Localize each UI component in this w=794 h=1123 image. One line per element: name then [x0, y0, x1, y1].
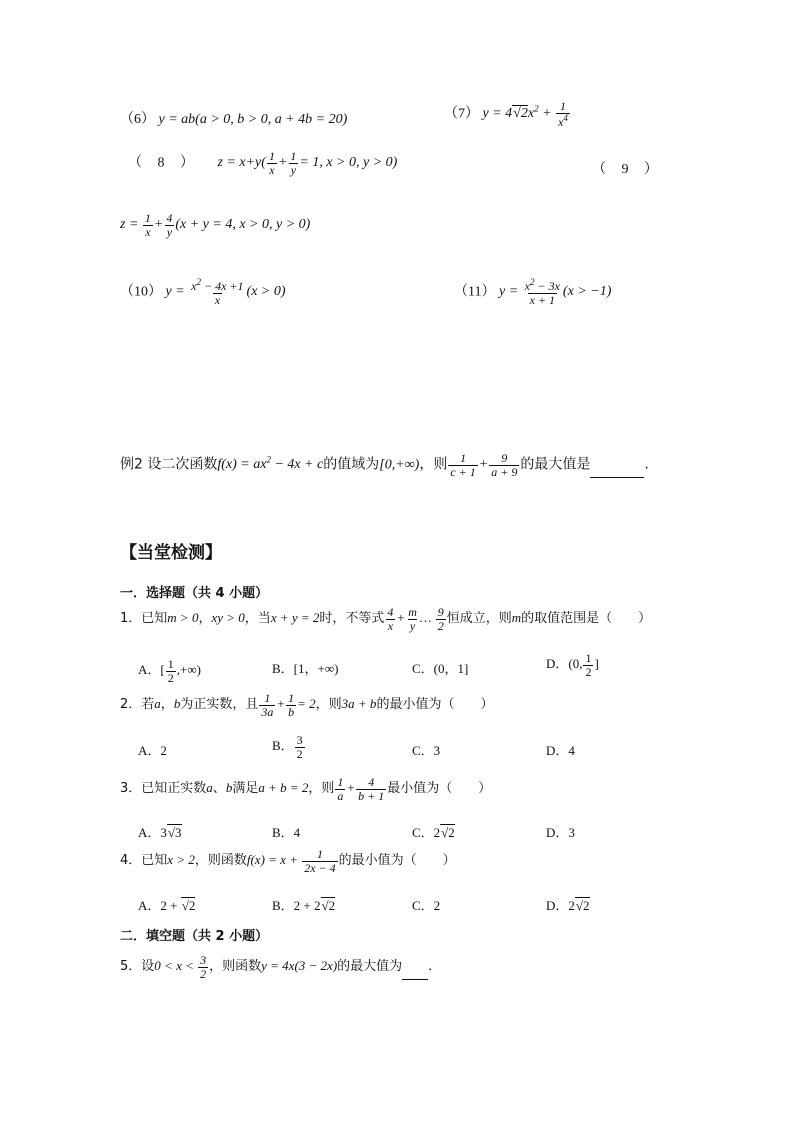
item-6: [120, 108, 347, 128]
q1-text: 的取值范围是（ ）: [521, 611, 652, 627]
q3-option-a[interactable]: A．3√3: [138, 825, 182, 840]
item-10-label: （10）: [120, 284, 162, 300]
q1-option-d[interactable]: D．(0, $\frac{1}{2}$ ]: [546, 651, 599, 679]
q4-option-b[interactable]: B．2 + 2√2: [272, 898, 336, 913]
answer-blank: [590, 477, 644, 478]
question-number: 3．: [120, 781, 142, 797]
q5-text: ．: [428, 959, 442, 975]
item-8: [128, 150, 397, 176]
q2-text: 为正实数，且: [180, 697, 259, 713]
question-4: 4．已知x > 2，则函数f(x) = x + $\frac{1}{2x - 4}$ 的最小值为（ ）: [120, 847, 456, 875]
example-2-label: 例2: [120, 456, 143, 473]
q1-option-b[interactable]: B．[1，+∞): [272, 661, 339, 676]
q3-option-b[interactable]: B．4: [272, 825, 301, 840]
q3-text: 、: [212, 781, 226, 797]
option-label: A．: [138, 898, 161, 913]
option-label: A．: [138, 662, 161, 678]
option-label: B．: [272, 898, 294, 913]
option-label: C．: [412, 825, 434, 840]
item-11: [454, 278, 611, 306]
item-10: [120, 278, 286, 306]
q4-option-a[interactable]: A．2 + √2: [138, 898, 196, 913]
item-10-formula: y = $\frac{x^2 - 4x +1}{x}$ (x > 0): [165, 277, 286, 307]
item-9-label: （ 9 ）: [592, 162, 664, 177]
q1-text: 时，不等式: [319, 611, 385, 627]
item-6-formula: y = ab(a > 0, b > 0, a + 4b = 20): [158, 112, 348, 127]
q5-text: 设: [141, 959, 155, 975]
question-number: 4．: [120, 853, 142, 869]
item-7-label: （7）: [444, 106, 479, 122]
q4-option-c[interactable]: C．2: [412, 898, 441, 913]
q2-text: ，则: [315, 697, 342, 713]
question-number: 1．: [120, 611, 142, 627]
option-label: D．: [546, 656, 569, 672]
q2-option-d[interactable]: D．4: [546, 743, 575, 758]
part-1-title: 一．选择题（共 4 小题）: [120, 586, 269, 601]
example-2-text: 设二次函数: [147, 456, 218, 473]
part-2-title: 二．填空题（共 2 小题）: [120, 929, 269, 944]
question-number: 5．: [120, 959, 142, 975]
option-label: D．: [546, 898, 569, 913]
q2-option-b[interactable]: B． $\frac{3}{2}$: [272, 733, 303, 761]
item-11-label: （11）: [454, 284, 496, 300]
item-7: [444, 100, 571, 128]
q3-text: 满足: [232, 781, 259, 797]
answer-blank[interactable]: [402, 979, 428, 980]
item-9-formula: z = $\frac{1}{x}$ + $\frac{4}{y}$ (x + y = 4, x > 0, y > 0): [120, 211, 311, 239]
example-2-text: 的值域为: [323, 456, 380, 473]
q1-text: ，当: [244, 611, 271, 627]
q1-option-a[interactable]: A．[ $\frac{1}{2}$ ,+∞): [138, 657, 201, 685]
q2-text: ，: [160, 697, 174, 713]
q4-text: 已知: [141, 853, 168, 869]
q2-text: 若: [141, 697, 155, 713]
section-title: 【当堂检测】: [120, 543, 222, 563]
q1-option-c[interactable]: C．(0，1]: [412, 661, 469, 676]
example-2-text: 的最大值是: [520, 456, 591, 473]
q3-option-d[interactable]: D．3: [546, 825, 575, 840]
q2-option-a[interactable]: A．2: [138, 743, 167, 758]
q5-text: 的最大值为: [337, 959, 403, 975]
question-3: 3．已知正实数a、b满足a + b = 2，则 $\frac{1}{a}$ + $\frac{4}{b + 1}$ 最小值为（ ）: [120, 775, 492, 803]
q3-text: 已知正实数: [141, 781, 207, 797]
question-1: 1．已知m > 0，xy > 0，当x + y = 2时，不等式 $\frac{4}{x}$ + $\frac{m}{y}$ … $\frac{9}{2}$ 恒成立，则m的取值范围是（ ）: [120, 605, 652, 633]
question-2: 2．若a，b为正实数，且 $\frac{1}{3a}$ + $\frac{1}{b}$ = 2，则3a + b的最小值为（ ）: [120, 691, 494, 719]
question-number: 2．: [120, 697, 142, 713]
q2-text: 的最小值为（ ）: [376, 697, 494, 713]
q3-text: 最小值为（ ）: [387, 781, 492, 797]
q1-text: ，: [198, 611, 212, 627]
item-7-formula: $y = 4√2x^2$ + $\frac{1}{x^4}$: [482, 99, 568, 129]
question-5: 5．设0 < x < $\frac{3}{2}$ ，则函数y = 4x(3 − 2x)的最大值为 ．: [120, 953, 442, 981]
example-2: 例2 设二次函数$f(x) = ax^2 - 4x + c$的值域为[0,+∞)，则 $\frac{1}{c + 1}$ + $\frac{9}{a + 9}$ 的最大值是 .: [120, 451, 649, 479]
option-label: A．: [138, 825, 161, 840]
item-11-formula: y = $\frac{x^2 - 3x}{x + 1}$ (x > −1): [498, 277, 612, 307]
q1-text: 已知: [141, 611, 168, 627]
q3-option-c[interactable]: C．2√2: [412, 825, 455, 840]
example-2-text: ，则: [419, 456, 448, 473]
item-8-formula: z = x+y( $\frac{1}{x}$ + $\frac{1}{y}$ = 1, x > 0, y > 0): [217, 149, 398, 177]
q3-text: ，则: [308, 781, 335, 797]
q4-text: 的最小值为（ ）: [338, 853, 456, 869]
item-6-label: （6）: [120, 112, 155, 127]
q4-option-d[interactable]: D．2√2: [546, 898, 590, 913]
q4-text: ，则函数: [194, 853, 247, 869]
option-label: B．: [272, 738, 294, 754]
item-8-label: （ 8 ）: [128, 155, 200, 171]
q1-text: 恒成立，则: [446, 611, 512, 627]
q5-text: ，则函数: [209, 959, 262, 975]
q2-option-c[interactable]: C．3: [412, 743, 441, 758]
